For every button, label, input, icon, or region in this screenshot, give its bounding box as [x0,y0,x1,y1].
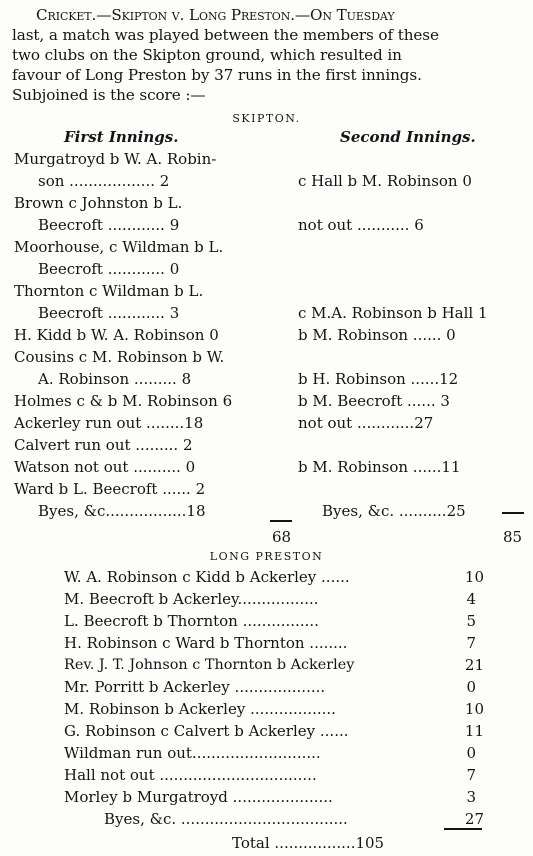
first-innings-label: First Innings. [64,128,179,146]
skipton-first-line: Moorhouse, c Wildman b L. [14,238,224,256]
skipton-first-line: Brown c Johnston b L. [14,194,183,212]
skipton-second-line: c M.A. Robinson b Hall 1 [298,304,488,322]
skipton-first-line: Murgatroyd b W. A. Robin- [14,150,217,168]
skipton-first-line: Ackerley run out ........18 [14,414,204,432]
long-preston-heading: LONG PRESTON [209,550,324,563]
long-preston-runs: 3 [466,788,476,806]
long-preston-name: Rev. J. T. Johnson c Thornton b Ackerley [64,657,355,673]
skipton-first-line: Thornton c Wildman b L. [14,282,204,300]
long-preston-name: Byes, &c. ................................... [104,810,348,828]
second-innings-label: Second Innings. [340,128,476,146]
skipton-second-line: Byes, &c. ..........25 [322,502,466,520]
long-preston-runs: 10 [464,568,484,586]
skipton-total-second: 85 [503,528,523,546]
skipton-first-line: Calvert run out ......... 2 [14,436,193,454]
skipton-second-line: b M. Robinson ...... 0 [298,326,456,344]
skipton-first-line: son .................. 2 [38,172,170,190]
long-preston-runs: 11 [464,722,484,740]
long-preston-name: L. Beecroft b Thornton ................ [64,612,319,630]
long-preston-runs: 7 [466,634,476,652]
skipton-first-line: Holmes c & b M. Robinson 6 [14,392,233,410]
skipton-second-line: not out ............27 [298,414,434,432]
long-preston-runs: 4 [466,590,476,608]
skipton-second-line: b M. Robinson ......11 [298,458,461,476]
total-rule [444,828,482,830]
long-preston-name: W. A. Robinson c Kidd b Ackerley ...... [64,568,350,586]
skipton-second-line: not out ........... 6 [298,216,424,234]
skipton-first-line: Watson not out .......... 0 [14,458,196,476]
skipton-heading: SKIPTON. [232,112,301,125]
skipton-first-line: A. Robinson ......... 8 [38,370,192,388]
total-rule [270,520,292,522]
long-preston-runs: 21 [464,656,484,674]
skipton-first-line: H. Kidd b W. A. Robinson 0 [14,326,219,344]
skipton-first-line: Byes, &c.................18 [38,502,206,520]
intro-line-4: favour of Long Preston by 37 runs in the first innings. [12,66,422,84]
skipton-first-line: Beecroft ............ 9 [38,216,180,234]
skipton-first-line: Ward b L. Beecroft ...... 2 [14,480,206,498]
long-preston-runs: 5 [466,612,476,630]
long-preston-name: M. Beecroft b Ackerley................. [64,590,319,608]
long-preston-runs: 0 [466,744,476,762]
long-preston-name: Morley b Murgatroyd ..................... [64,788,333,806]
total-rule [502,512,524,514]
intro-line-5: Subjoined is the score :— [12,86,206,104]
long-preston-runs: 0 [466,678,476,696]
intro-line-2: last, a match was played between the members of these [12,26,439,44]
skipton-second-line: b H. Robinson ......12 [298,370,459,388]
skipton-second-line: b M. Beecroft ...... 3 [298,392,450,410]
long-preston-name: M. Robinson b Ackerley .................. [64,700,336,718]
skipton-first-line: Cousins c M. Robinson b W. [14,348,225,366]
skipton-first-line: Beecroft ............ 3 [38,304,180,322]
long-preston-runs: 7 [466,766,476,784]
intro-line-1: Cricket.—Skipton v. Long Preston.—On Tuesday [36,6,395,24]
long-preston-name: Wildman run out........................... [64,744,321,762]
long-preston-total: Total .................105 [232,834,385,852]
long-preston-name: Mr. Porritt b Ackerley ................... [64,678,326,696]
skipton-total-first: 68 [272,528,292,546]
intro-line-3: two clubs on the Skipton ground, which resulted in [12,46,402,64]
long-preston-name: G. Robinson c Calvert b Ackerley ...... [64,722,349,740]
skipton-first-line: Beecroft ............ 0 [38,260,180,278]
skipton-second-line: c Hall b M. Robinson 0 [298,172,472,190]
long-preston-runs: 27 [464,810,484,828]
long-preston-name: H. Robinson c Ward b Thornton ........ [64,634,348,652]
long-preston-runs: 10 [464,700,484,718]
long-preston-name: Hall not out ................................. [64,766,317,784]
